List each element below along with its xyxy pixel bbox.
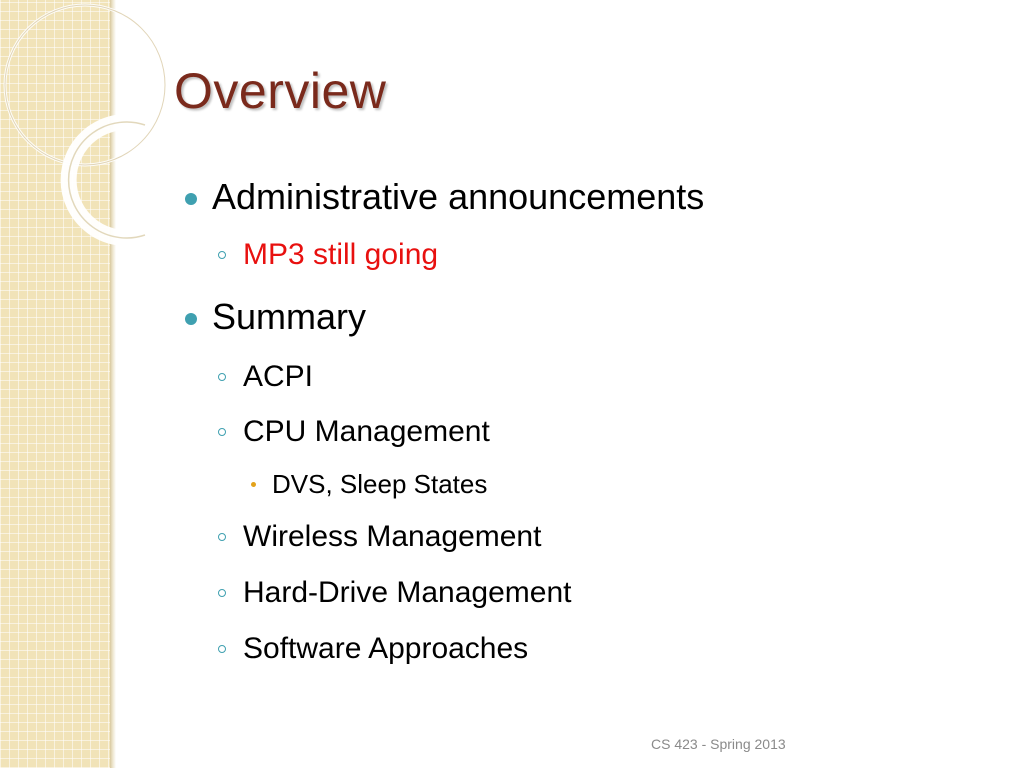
bullet-ring-icon — [218, 645, 226, 653]
bullet-ring-icon — [218, 589, 226, 597]
bullet-ring-icon — [218, 373, 226, 381]
bullet-dot-icon — [185, 313, 197, 325]
slide-footer: CS 423 - Spring 2013 — [651, 736, 786, 752]
bullet-item: Software Approaches — [243, 632, 529, 665]
bullet-ring-icon — [218, 251, 226, 259]
bullet-item: MP3 still going — [243, 238, 439, 271]
bullet-ring-icon — [218, 428, 226, 436]
bullet-dot-icon — [185, 193, 197, 205]
bullet-ring-icon — [218, 533, 226, 541]
slide-title: Overview — [174, 63, 387, 119]
bullet-small-dot-icon — [251, 482, 256, 487]
bullet-item: Hard-Drive Management — [243, 576, 572, 609]
bullet-item: ACPI — [243, 360, 314, 393]
bullet-item: Wireless Management — [243, 520, 542, 553]
bullet-item: Summary — [212, 296, 367, 337]
bullet-item: Administrative announcements — [212, 176, 705, 217]
bullet-item: CPU Management — [243, 415, 490, 448]
bullet-item: DVS, Sleep States — [272, 469, 488, 499]
